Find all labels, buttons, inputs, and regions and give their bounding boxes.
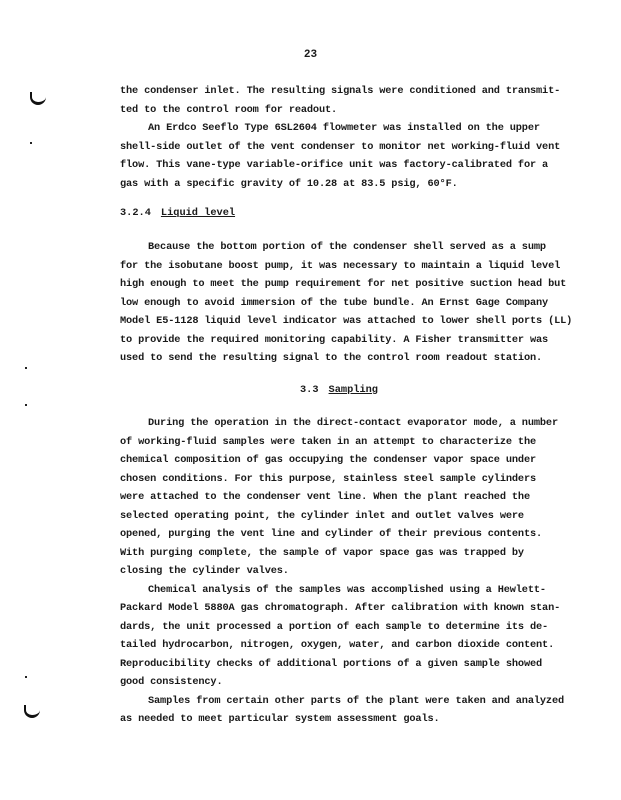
- paragraph-block-liquid-level: [120, 238, 580, 368]
- text-line: Because the bottom portion of the condenser shell served as a sump: [148, 241, 546, 253]
- margin-dot-mark: [25, 676, 27, 678]
- text-line: shell-side outlet of the vent condenser to monitor net working-fluid vent: [120, 140, 561, 153]
- text-line: An Erdco Seeflo Type 6SL2604 flowmeter was installed on the upper: [148, 122, 540, 134]
- text-line: ted to the control room for readout.: [120, 103, 338, 116]
- section-number: 3.3: [300, 384, 319, 396]
- margin-dot-mark: [30, 142, 32, 144]
- text-line: With purging complete, the sample of vapor space gas was trapped by: [120, 546, 524, 559]
- section-heading-3-3: [300, 384, 378, 396]
- text-line: During the operation in the direct-contact evaporator mode, a number: [148, 417, 558, 429]
- text-line: as needed to meet particular system assessment goals.: [120, 713, 440, 725]
- text-line: of working-fluid samples were taken in an attempt to characterize the: [120, 435, 537, 448]
- text-line: high enough to meet the pump requirement for net positive suction head but: [120, 278, 567, 290]
- section-title: Liquid level: [160, 207, 236, 219]
- page-number: 23: [303, 49, 318, 61]
- text-line: closing the cylinder valves.: [120, 565, 289, 577]
- text-line: low enough to avoid immersion of the tube bundle. An Ernst Gage Company: [120, 296, 549, 309]
- text-line: Reproducibility checks of additional portions of a given sample showed: [120, 657, 543, 670]
- binding-hook-mark-bottom: [24, 705, 40, 718]
- text-line: flow. This vane-type variable-orifice unit was factory-calibrated for a: [120, 159, 549, 171]
- text-line: selected operating point, the cylinder inlet and outlet valves were: [120, 509, 524, 522]
- text-line: for the isobutane boost pump, it was necessary to maintain a liquid level: [120, 259, 561, 272]
- text-line: Samples from certain other parts of the plant were taken and analyzed: [148, 694, 565, 707]
- text-line: Chemical analysis of the samples was accomplished using a Hewlett-: [148, 583, 546, 596]
- margin-dot-mark: [25, 404, 27, 406]
- text-line: Model E5-1128 liquid level indicator was attached to lower shell ports (LL): [120, 315, 573, 327]
- text-line: the condenser inlet. The resulting signals were conditioned and transmit-: [120, 85, 561, 97]
- text-line: dards, the unit processed a portion of each sample to determine its de-: [120, 620, 549, 633]
- text-line: gas with a specific gravity of 10.28 at 83.5 psig, 60°F.: [120, 177, 458, 190]
- text-line: good consistency.: [120, 676, 223, 688]
- margin-dot-mark: [25, 367, 27, 369]
- paragraph-block-flowmeter: [120, 82, 580, 193]
- text-line: to provide the required monitoring capability. A Fisher transmitter was: [120, 333, 549, 346]
- text-line: tailed hydrocarbon, nitrogen, oxygen, water, and carbon dioxide content.: [120, 639, 555, 651]
- text-line: chemical composition of gas occupying the condenser vapor space under: [120, 454, 537, 466]
- section-title: Sampling: [328, 384, 378, 396]
- text-line: opened, purging the vent line and cylinder of their previous contents.: [120, 528, 543, 540]
- text-line: used to send the resulting signal to the control room readout station.: [120, 352, 543, 364]
- text-line: Packard Model 5880A gas chromatograph. After calibration with known stan-: [120, 602, 561, 614]
- paragraph-block-sampling: [120, 414, 580, 729]
- section-number: 3.2.4: [120, 207, 151, 219]
- text-line: chosen conditions. For this purpose, stainless steel sample cylinders: [120, 472, 537, 485]
- section-heading-3-2-4: [120, 207, 235, 219]
- binding-hook-mark-top: [30, 92, 46, 105]
- text-line: were attached to the condenser vent line. When the plant reached the: [120, 491, 530, 503]
